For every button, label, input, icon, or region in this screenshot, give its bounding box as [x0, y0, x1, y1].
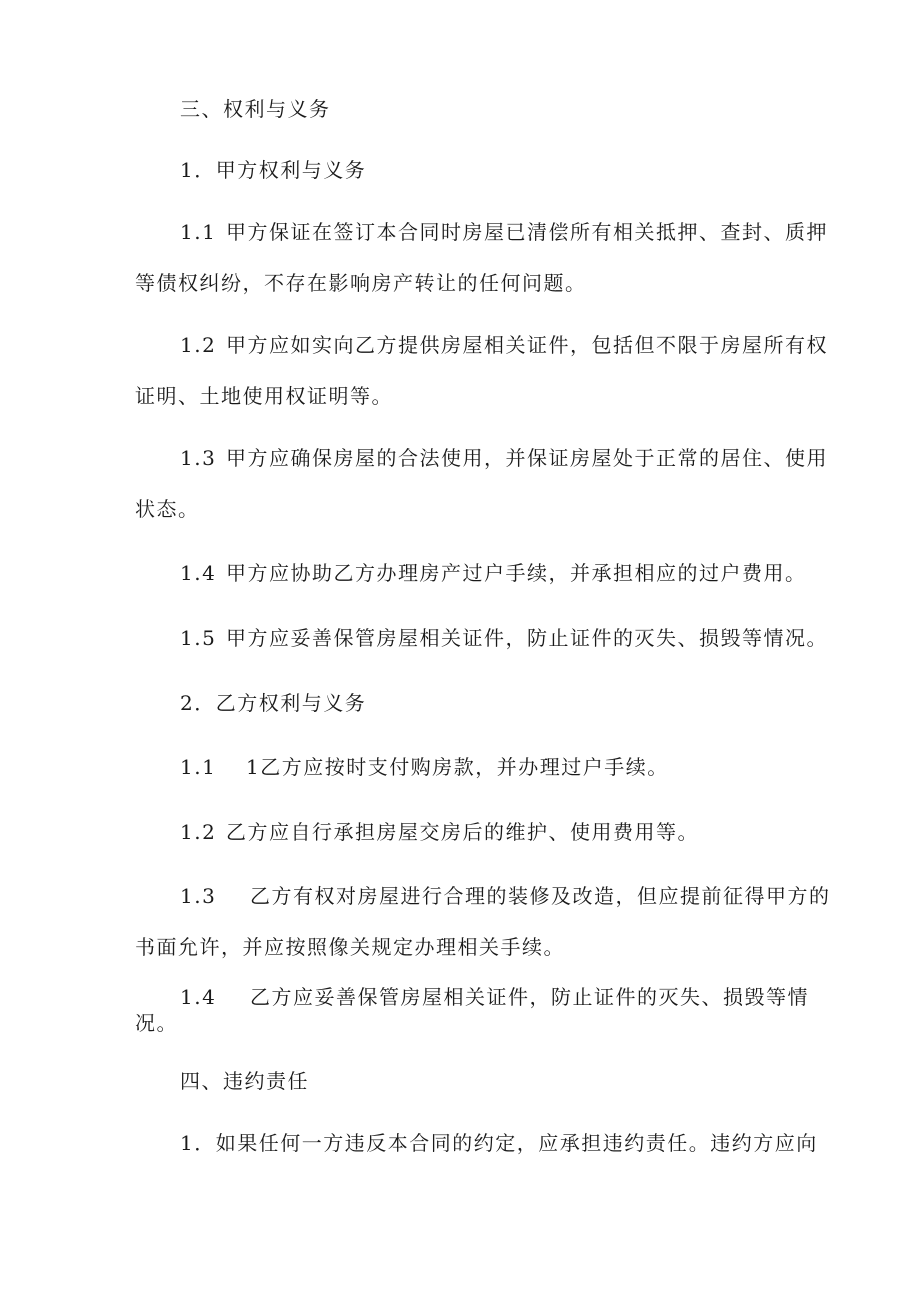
clause-text: 乙方有权对房屋进行合理的装修及改造，但应提前征得甲方的: [250, 884, 831, 908]
clause-continuation: 等债权纠纷，不存在影响房产转让的任何问题。: [135, 271, 587, 295]
clause-text: 甲方保证在签订本合同时房屋已清偿所有相关抵押、查封、质押: [226, 220, 828, 244]
clause-text: 甲方应协助乙方办理房产过户手续，并承担相应的过户费用。: [226, 561, 807, 585]
clause-number: 1.5: [180, 626, 217, 650]
clause-line: [180, 332, 828, 358]
clause-text: 乙方应自行承担房屋交房后的维护、使用费用等。: [226, 820, 699, 844]
clause-continuation: 证明、土地使用权证明等。: [135, 384, 393, 408]
clause-text: 甲方应妥善保管房屋相关证件，防止证件的灭失、损毁等情况。: [226, 626, 828, 650]
clause-text: 乙方应妥善保管房屋相关证件，防止证件的灭失、损毁等情: [250, 985, 809, 1009]
clause-number: 1.1: [180, 220, 217, 244]
clause-text: 1乙方应按时支付购房款，并办理过户手续。: [246, 755, 669, 779]
clause-line: [180, 883, 831, 909]
clause-text: 甲方应如实向乙方提供房屋相关证件，包括但不限于房屋所有权: [226, 333, 828, 357]
clause-number: 1.4: [180, 561, 217, 585]
clause-line: [180, 219, 828, 245]
clause-line: [180, 625, 828, 651]
clause-line: [180, 754, 669, 780]
clause-number: 1.3: [180, 446, 217, 470]
section-4-heading: 四、违约责任: [180, 1069, 309, 1093]
clause-text: 甲方应确保房屋的合法使用，并保证房屋处于正常的居住、使用: [226, 446, 828, 470]
clause-number: 1.3: [180, 884, 217, 908]
part-1-heading: 1．甲方权利与义务: [180, 158, 367, 182]
clause-continuation: 况。: [135, 1011, 178, 1035]
clause-line: [180, 560, 807, 586]
clause-line: [180, 445, 828, 471]
clause-line: 1．如果任何一方违反本合同的约定，应承担违约责任。违约方应向: [180, 1131, 818, 1155]
clause-number: 1.4: [180, 985, 217, 1009]
part-2-heading: 2．乙方权利与义务: [180, 691, 367, 715]
clause-line: [180, 819, 699, 845]
clause-line: [180, 984, 809, 1010]
clause-continuation: 状态。: [135, 497, 200, 521]
section-3-heading: 三、权利与义务: [180, 97, 331, 121]
clause-number: 1.2: [180, 820, 217, 844]
clause-continuation: 书面允许，并应按照像关规定办理相关手续。: [135, 935, 565, 959]
clause-number: 1.1: [180, 755, 217, 779]
clause-number: 1.2: [180, 333, 217, 357]
